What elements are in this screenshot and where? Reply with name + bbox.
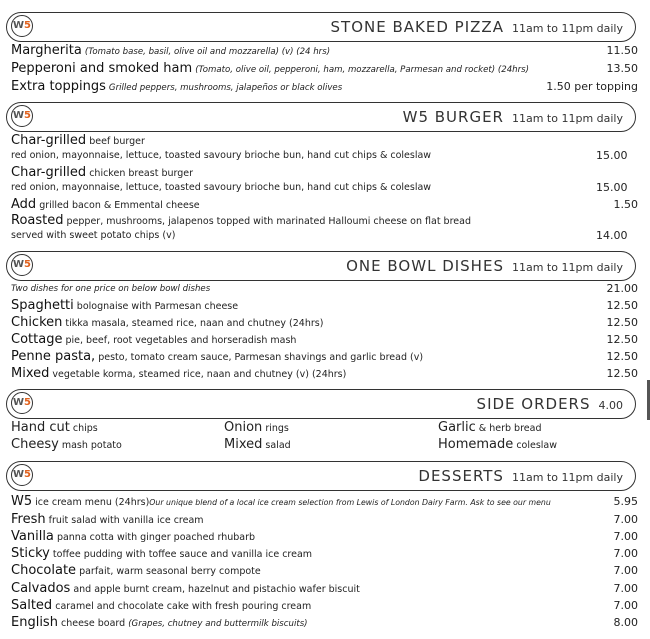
menu-item: Margherita (Tomato base, basil, olive oil and mozzarella) (v) (24 hrs) 11.50 [11,43,638,58]
menu-item: Spaghetti bolognaise with Parmesan cheese 12.50 [11,298,638,313]
w5-logo: W5 [11,392,33,414]
side-item: Mixed salad [224,437,291,452]
side-item: Onion rings [224,420,289,435]
w5-logo: W5 [11,254,33,276]
menu-item: Chicken tikka masala, steamed rice, naan and chutney (24hrs) 12.50 [11,315,638,330]
side-item: Garlic & herb bread [438,420,542,435]
bowl-banner [6,251,636,281]
w5-logo: W5 [11,105,33,127]
menu-item: Fresh fruit salad with vanilla ice cream 7.00 [11,512,638,527]
burger-banner [6,102,636,132]
menu-item: Chocolate parfait, warm seasonal berry compote 7.00 [11,563,638,578]
menu-item: Sticky toffee pudding with toffee sauce and vanilla ice cream 7.00 [11,546,638,561]
menu-item: Salted caramel and chocolate cake with fresh pouring cream 7.00 [11,598,638,613]
pizza-banner [6,12,636,42]
section-title: DESSERTS 11am to 11pm daily [418,467,623,485]
side-item: Cheesy mash potato [11,437,122,452]
menu-item: Penne pasta, pesto, tomato cream sauce, Parmesan shavings and garlic bread (v) 12.50 [11,349,638,364]
w5-logo: W5 [11,15,33,37]
desserts-banner [6,461,636,491]
menu-item: W5 ice cream menu (24hrs)Our unique blend of a local ice cream selection from Lewis of London Dairy Farm. Ask to see our menu 5.95 [11,494,638,509]
w5-logo: W5 [11,464,33,486]
section-title: SIDE ORDERS 4.00 [476,395,623,413]
menu-item: Extra toppings Grilled peppers, mushrooms, jalapeños or black olives 1.50 per topping [11,79,638,94]
menu-item-detail: red onion, mayonnaise, lettuce, toasted savoury brioche bun, hand cut chips & coleslaw 15.00 [11,181,628,194]
menu-item-detail: served with sweet potato chips (v) 14.00 [11,229,628,242]
side-item: Homemade coleslaw [438,437,558,452]
menu-item: Char-grilled beef burger [11,133,145,148]
menu-item: Calvados and apple burnt cream, hazelnut and pistachio wafer biscuit 7.00 [11,581,638,596]
menu-item: Add grilled bacon & Emmental cheese 1.50 [11,197,638,212]
menu-item: Roasted pepper, mushrooms, jalapenos topped with marinated Halloumi cheese on flat bread [11,213,471,228]
sides-banner [6,389,636,419]
menu-item: Cottage pie, beef, root vegetables and horseradish mash 12.50 [11,332,638,347]
menu-item: Pepperoni and smoked ham (Tomato, olive oil, pepperoni, ham, mozzarella, Parmesan and rocket) (24hrs) 13.50 [11,61,638,76]
menu-item-detail: red onion, mayonnaise, lettuce, toasted savoury brioche bun, hand cut chips & coleslaw 15.00 [11,149,628,162]
menu-item: English cheese board (Grapes, chutney and buttermilk biscuits) 8.00 [11,615,638,630]
menu-item: Vanilla panna cotta with ginger poached rhubarb 7.00 [11,529,638,544]
section-title: ONE BOWL DISHES 11am to 11pm daily [346,257,623,275]
side-item: Hand cut chips [11,420,98,435]
menu-item: Char-grilled chicken breast burger [11,165,194,180]
section-title: W5 BURGER 11am to 11pm daily [402,108,623,126]
section-title: STONE BAKED PIZZA 11am to 11pm daily [330,18,623,36]
menu-item: Mixed vegetable korma, steamed rice, naan and chutney (v) (24hrs) 12.50 [11,366,638,381]
promo-note: Two dishes for one price on below bowl dishes 21.00 [11,282,638,295]
